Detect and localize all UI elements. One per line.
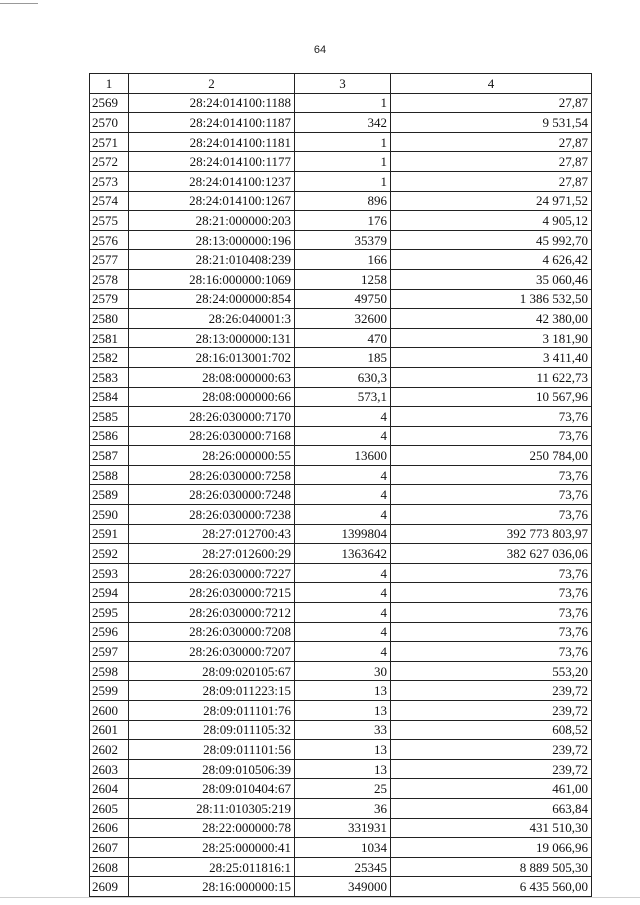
table-header-row bbox=[90, 74, 592, 94]
row-number-cell: 2597 bbox=[90, 642, 129, 662]
row-number-cell: 2579 bbox=[90, 289, 129, 309]
value-cell: 4 905,12 bbox=[391, 211, 592, 231]
cadastral-number-cell: 28:16:013001:702 bbox=[129, 348, 295, 368]
table-row bbox=[90, 446, 592, 466]
value-cell: 73,76 bbox=[391, 583, 592, 603]
cadastral-number-cell: 28:09:011105:32 bbox=[129, 720, 295, 740]
value-cell: 19 066,96 bbox=[391, 838, 592, 858]
table-row bbox=[90, 720, 592, 740]
value-cell: 45 992,70 bbox=[391, 230, 592, 250]
table-row bbox=[90, 230, 592, 250]
table-row bbox=[90, 622, 592, 642]
row-number-cell: 2586 bbox=[90, 426, 129, 446]
table-row bbox=[90, 681, 592, 701]
area-cell: 1363642 bbox=[295, 544, 391, 564]
cadastral-number-cell: 28:09:011101:76 bbox=[129, 701, 295, 721]
area-cell: 4 bbox=[295, 622, 391, 642]
table-row bbox=[90, 505, 592, 525]
area-cell: 32600 bbox=[295, 309, 391, 329]
table-row bbox=[90, 348, 592, 368]
cadastral-number-cell: 28:09:011101:56 bbox=[129, 740, 295, 760]
table-row bbox=[90, 603, 592, 623]
cadastral-number-cell: 28:13:000000:131 bbox=[129, 328, 295, 348]
scan-bottom-edge bbox=[0, 897, 640, 898]
area-cell: 49750 bbox=[295, 289, 391, 309]
cadastral-number-cell: 28:09:010506:39 bbox=[129, 759, 295, 779]
table-row bbox=[90, 289, 592, 309]
cadastral-number-cell: 28:26:030000:7227 bbox=[129, 563, 295, 583]
row-number-cell: 2590 bbox=[90, 505, 129, 525]
cadastral-number-cell: 28:24:000000:854 bbox=[129, 289, 295, 309]
area-cell: 13 bbox=[295, 681, 391, 701]
cadastral-number-cell: 28:22:000000:78 bbox=[129, 818, 295, 838]
table-row bbox=[90, 367, 592, 387]
area-cell: 185 bbox=[295, 348, 391, 368]
cadastral-number-cell: 28:08:000000:66 bbox=[129, 387, 295, 407]
area-cell: 349000 bbox=[295, 877, 391, 897]
table-row bbox=[90, 701, 592, 721]
table-row bbox=[90, 407, 592, 427]
row-number-cell: 2588 bbox=[90, 465, 129, 485]
value-cell: 73,76 bbox=[391, 485, 592, 505]
cadastral-number-cell: 28:09:020105:67 bbox=[129, 661, 295, 681]
table-row bbox=[90, 328, 592, 348]
area-cell: 4 bbox=[295, 485, 391, 505]
scan-edge-mark bbox=[0, 3, 38, 4]
value-cell: 3 181,90 bbox=[391, 328, 592, 348]
value-cell: 239,72 bbox=[391, 701, 592, 721]
value-cell: 42 380,00 bbox=[391, 309, 592, 329]
row-number-cell: 2581 bbox=[90, 328, 129, 348]
row-number-cell: 2604 bbox=[90, 779, 129, 799]
cadastral-number-cell: 28:13:000000:196 bbox=[129, 230, 295, 250]
row-number-cell: 2596 bbox=[90, 622, 129, 642]
row-number-cell: 2571 bbox=[90, 132, 129, 152]
cadastral-number-cell: 28:26:030000:7248 bbox=[129, 485, 295, 505]
table-row bbox=[90, 191, 592, 211]
area-cell: 30 bbox=[295, 661, 391, 681]
row-number-cell: 2602 bbox=[90, 740, 129, 760]
area-cell: 176 bbox=[295, 211, 391, 231]
table-row bbox=[90, 857, 592, 877]
value-cell: 11 622,73 bbox=[391, 367, 592, 387]
table-row bbox=[90, 113, 592, 133]
area-cell: 1399804 bbox=[295, 524, 391, 544]
row-number-cell: 2598 bbox=[90, 661, 129, 681]
cadastral-number-cell: 28:08:000000:63 bbox=[129, 367, 295, 387]
table-row bbox=[90, 171, 592, 191]
area-cell: 4 bbox=[295, 426, 391, 446]
row-number-cell: 2580 bbox=[90, 309, 129, 329]
row-number-cell: 2600 bbox=[90, 701, 129, 721]
table-body bbox=[90, 93, 592, 896]
area-cell: 470 bbox=[295, 328, 391, 348]
area-cell: 1 bbox=[295, 152, 391, 172]
cadastral-number-cell: 28:27:012700:43 bbox=[129, 524, 295, 544]
area-cell: 4 bbox=[295, 603, 391, 623]
column-header-4: 4 bbox=[391, 74, 592, 94]
cadastral-number-cell: 28:09:011223:15 bbox=[129, 681, 295, 701]
cadastral-number-cell: 28:26:030000:7208 bbox=[129, 622, 295, 642]
table-row bbox=[90, 877, 592, 897]
row-number-cell: 2592 bbox=[90, 544, 129, 564]
value-cell: 73,76 bbox=[391, 563, 592, 583]
row-number-cell: 2582 bbox=[90, 348, 129, 368]
value-cell: 73,76 bbox=[391, 407, 592, 427]
table-row bbox=[90, 838, 592, 858]
cadastral-number-cell: 28:09:010404:67 bbox=[129, 779, 295, 799]
value-cell: 73,76 bbox=[391, 622, 592, 642]
table-row bbox=[90, 524, 592, 544]
row-number-cell: 2607 bbox=[90, 838, 129, 858]
cadastral-number-cell: 28:26:030000:7170 bbox=[129, 407, 295, 427]
value-cell: 8 889 505,30 bbox=[391, 857, 592, 877]
area-cell: 4 bbox=[295, 583, 391, 603]
row-number-cell: 2594 bbox=[90, 583, 129, 603]
area-cell: 25 bbox=[295, 779, 391, 799]
row-number-cell: 2591 bbox=[90, 524, 129, 544]
cadastral-number-cell: 28:26:030000:7238 bbox=[129, 505, 295, 525]
cadastral-number-cell: 28:26:040001:3 bbox=[129, 309, 295, 329]
value-cell: 431 510,30 bbox=[391, 818, 592, 838]
value-cell: 27,87 bbox=[391, 93, 592, 113]
value-cell: 27,87 bbox=[391, 152, 592, 172]
value-cell: 4 626,42 bbox=[391, 250, 592, 270]
row-number-cell: 2575 bbox=[90, 211, 129, 231]
cadastral-number-cell: 28:16:000000:1069 bbox=[129, 269, 295, 289]
page-number: 64 bbox=[313, 44, 327, 56]
cadastral-number-cell: 28:27:012600:29 bbox=[129, 544, 295, 564]
cadastral-number-cell: 28:24:014100:1177 bbox=[129, 152, 295, 172]
row-number-cell: 2569 bbox=[90, 93, 129, 113]
table-row bbox=[90, 779, 592, 799]
cadastral-number-cell: 28:26:030000:7215 bbox=[129, 583, 295, 603]
row-number-cell: 2605 bbox=[90, 798, 129, 818]
row-number-cell: 2606 bbox=[90, 818, 129, 838]
cadastral-number-cell: 28:24:014100:1188 bbox=[129, 93, 295, 113]
cadastral-number-cell: 28:24:014100:1267 bbox=[129, 191, 295, 211]
table-row bbox=[90, 211, 592, 231]
cadastral-number-cell: 28:26:030000:7168 bbox=[129, 426, 295, 446]
column-header-3: 3 bbox=[295, 74, 391, 94]
cadastral-number-cell: 28:24:014100:1237 bbox=[129, 171, 295, 191]
area-cell: 33 bbox=[295, 720, 391, 740]
table-row bbox=[90, 583, 592, 603]
cadastral-number-cell: 28:26:030000:7212 bbox=[129, 603, 295, 623]
area-cell: 4 bbox=[295, 563, 391, 583]
table-row bbox=[90, 544, 592, 564]
table-row bbox=[90, 798, 592, 818]
cadastral-number-cell: 28:11:010305:219 bbox=[129, 798, 295, 818]
table-row bbox=[90, 642, 592, 662]
area-cell: 1258 bbox=[295, 269, 391, 289]
area-cell: 1 bbox=[295, 93, 391, 113]
row-number-cell: 2599 bbox=[90, 681, 129, 701]
value-cell: 73,76 bbox=[391, 465, 592, 485]
area-cell: 13600 bbox=[295, 446, 391, 466]
value-cell: 27,87 bbox=[391, 171, 592, 191]
value-cell: 1 386 532,50 bbox=[391, 289, 592, 309]
cadastral-number-cell: 28:25:011816:1 bbox=[129, 857, 295, 877]
area-cell: 342 bbox=[295, 113, 391, 133]
table-row bbox=[90, 269, 592, 289]
value-cell: 10 567,96 bbox=[391, 387, 592, 407]
area-cell: 4 bbox=[295, 642, 391, 662]
row-number-cell: 2570 bbox=[90, 113, 129, 133]
value-cell: 3 411,40 bbox=[391, 348, 592, 368]
area-cell: 4 bbox=[295, 465, 391, 485]
row-number-cell: 2589 bbox=[90, 485, 129, 505]
column-header-1: 1 bbox=[90, 74, 129, 94]
table-row bbox=[90, 563, 592, 583]
row-number-cell: 2574 bbox=[90, 191, 129, 211]
area-cell: 331931 bbox=[295, 818, 391, 838]
row-number-cell: 2577 bbox=[90, 250, 129, 270]
table-row bbox=[90, 740, 592, 760]
area-cell: 630,3 bbox=[295, 367, 391, 387]
area-cell: 25345 bbox=[295, 857, 391, 877]
area-cell: 13 bbox=[295, 701, 391, 721]
cadastral-table bbox=[89, 73, 592, 897]
value-cell: 239,72 bbox=[391, 681, 592, 701]
area-cell: 36 bbox=[295, 798, 391, 818]
cadastral-number-cell: 28:26:000000:55 bbox=[129, 446, 295, 466]
cadastral-number-cell: 28:26:030000:7207 bbox=[129, 642, 295, 662]
value-cell: 35 060,46 bbox=[391, 269, 592, 289]
value-cell: 6 435 560,00 bbox=[391, 877, 592, 897]
table-row bbox=[90, 485, 592, 505]
value-cell: 73,76 bbox=[391, 642, 592, 662]
row-number-cell: 2608 bbox=[90, 857, 129, 877]
table-row bbox=[90, 250, 592, 270]
value-cell: 392 773 803,97 bbox=[391, 524, 592, 544]
cadastral-number-cell: 28:24:014100:1187 bbox=[129, 113, 295, 133]
row-number-cell: 2572 bbox=[90, 152, 129, 172]
row-number-cell: 2603 bbox=[90, 759, 129, 779]
area-cell: 1034 bbox=[295, 838, 391, 858]
row-number-cell: 2587 bbox=[90, 446, 129, 466]
value-cell: 73,76 bbox=[391, 426, 592, 446]
table-row bbox=[90, 426, 592, 446]
row-number-cell: 2601 bbox=[90, 720, 129, 740]
row-number-cell: 2585 bbox=[90, 407, 129, 427]
value-cell: 24 971,52 bbox=[391, 191, 592, 211]
area-cell: 13 bbox=[295, 759, 391, 779]
value-cell: 27,87 bbox=[391, 132, 592, 152]
row-number-cell: 2609 bbox=[90, 877, 129, 897]
value-cell: 73,76 bbox=[391, 603, 592, 623]
cadastral-number-cell: 28:24:014100:1181 bbox=[129, 132, 295, 152]
row-number-cell: 2593 bbox=[90, 563, 129, 583]
value-cell: 382 627 036,06 bbox=[391, 544, 592, 564]
value-cell: 608,52 bbox=[391, 720, 592, 740]
cadastral-number-cell: 28:16:000000:15 bbox=[129, 877, 295, 897]
area-cell: 13 bbox=[295, 740, 391, 760]
row-number-cell: 2584 bbox=[90, 387, 129, 407]
cadastral-number-cell: 28:26:030000:7258 bbox=[129, 465, 295, 485]
table-row bbox=[90, 387, 592, 407]
value-cell: 73,76 bbox=[391, 505, 592, 525]
value-cell: 9 531,54 bbox=[391, 113, 592, 133]
value-cell: 250 784,00 bbox=[391, 446, 592, 466]
value-cell: 553,20 bbox=[391, 661, 592, 681]
row-number-cell: 2595 bbox=[90, 603, 129, 623]
area-cell: 896 bbox=[295, 191, 391, 211]
table-row bbox=[90, 93, 592, 113]
area-cell: 4 bbox=[295, 505, 391, 525]
area-cell: 35379 bbox=[295, 230, 391, 250]
cadastral-number-cell: 28:21:000000:203 bbox=[129, 211, 295, 231]
cadastral-number-cell: 28:25:000000:41 bbox=[129, 838, 295, 858]
value-cell: 239,72 bbox=[391, 759, 592, 779]
row-number-cell: 2578 bbox=[90, 269, 129, 289]
value-cell: 461,00 bbox=[391, 779, 592, 799]
area-cell: 4 bbox=[295, 407, 391, 427]
value-cell: 239,72 bbox=[391, 740, 592, 760]
area-cell: 1 bbox=[295, 132, 391, 152]
table-row bbox=[90, 309, 592, 329]
area-cell: 1 bbox=[295, 171, 391, 191]
table-row bbox=[90, 759, 592, 779]
row-number-cell: 2576 bbox=[90, 230, 129, 250]
column-header-2: 2 bbox=[129, 74, 295, 94]
table-row bbox=[90, 152, 592, 172]
cadastral-number-cell: 28:21:010408:239 bbox=[129, 250, 295, 270]
area-cell: 166 bbox=[295, 250, 391, 270]
table-row bbox=[90, 132, 592, 152]
table-row bbox=[90, 661, 592, 681]
area-cell: 573,1 bbox=[295, 387, 391, 407]
value-cell: 663,84 bbox=[391, 798, 592, 818]
row-number-cell: 2573 bbox=[90, 171, 129, 191]
row-number-cell: 2583 bbox=[90, 367, 129, 387]
table-row bbox=[90, 818, 592, 838]
table-row bbox=[90, 465, 592, 485]
